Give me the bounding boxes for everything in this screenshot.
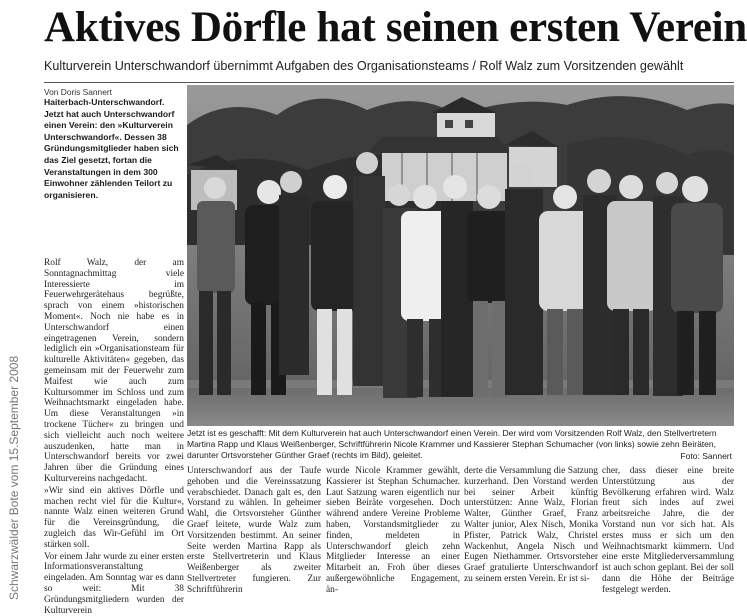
- group-photo: [187, 85, 734, 426]
- headline-divider: [44, 82, 734, 83]
- article-column-5: cher, dass dieser eine breite Unterstützung aus der Bevölkerung erfahren wird. Walz freut sich indes auf zwei arbeitsreiche Jahre, die der Vorstand nun vor sich hat. Als erstes muss er sich um den Weihnachtsmarkt kümmern. Und eine erste Mitgliederversammlung ist auch schon geplant. Bei der soll dann die Höhe der Beiträge festgelegt werden.: [602, 466, 734, 595]
- photo-caption-text: Jetzt ist es geschafft: Mit dem Kulturverein hat auch Unterschwandorf einen Verein. Der wird vom Vorsitzenden Rolf Walz, den Stellvertretern Martina Rapp und Klaus Weißenberger, Schriftführerin Nicole Krammer und Kassierer Stephan Schumacher (von links) sowie zehn Beiräten, darunter Ortsvorsteher Günther Graef (rechts im Bild), geleitet.: [187, 428, 717, 460]
- article-lead: Haiterbach-Unterschwandorf. Jetzt hat auch Unterschwandorf einen Verein: den »Kulturverein Unterschwandorf«. Dessen 38 Gründungsmitglieder haben sich das Ziel gesetzt, fortan die Veranstaltungen in dem 300 Einwohner zählenden Teilort zu organisieren.: [44, 97, 179, 200]
- article-paragraph: Rolf Walz, der am Sonntagnachmittag viele Interessierte im Feuerwehrgerätehaus begrüßte, sprach von einem »historischen Moment«. Noch nie habe es in Unterschwandorf einen eingetragenen Verein, sondern lediglich ein »Organisationsteam für kulturelle Aktivitäten« gegeben, das gemeinsam mit der Feuerwehr zum Maifest wie auch zum Kultursommer im Schloss und zum Weihnachtsmarkt eingeladen habe. Um diese Veranstaltungen »in trockene Tücher« zu bringen und sich vielleicht auch noch weitere auszudenken, hatte man in Unterschwandorf bereits vor zwei Jahren über die Gründung eines Kulturvereins nachgedacht.: [44, 258, 184, 484]
- article-column-1: [44, 258, 184, 616]
- article-headline: Aktives Dörfle hat seinen ersten Verein: [44, 4, 747, 51]
- article-column-4: derte die Versammlung die Satzung kurzerhand. Den Vorstand werden bei seiner Arbeit künftig unterstützen: Anne Walz, Florian Walter, Günther Graef, Franz Walter junior, Alex Nisch, Monika Pfister, Patrick Walz, Christel Wackenhut, Angela Nisch und Eugen Niethammer. Ortsvorsteher Graef gratulierte Unterschwandorf zu seinem ersten Verein. Er ist si-: [464, 466, 598, 584]
- photo-caption: [187, 428, 734, 462]
- article-column-3: wurde Nicole Krammer gewählt, Kassierer ist Stephan Schumacher. Laut Satzung waren eigentlich nur sieben Beiräte vorgesehen. Doch während andere Vereine Probleme haben, Vorstandsmitglieder zu finden, meldeten in Unterschwandorf gleich zehn Mitglieder Interesse an einer Mitarbeit an. Froh über dieses außergewöhnliche Engagement, än-: [326, 466, 460, 595]
- article-paragraph: Vor einem Jahr wurde zu einer ersten Informationsveranstaltung eingeladen. Am Sonntag war es dann so weit: Mit 38 Gründungsmitgliedern wurden der Kulturverein: [44, 551, 184, 616]
- article-byline: Von Doris Sannert: [44, 87, 112, 97]
- group-photo-image: [187, 85, 734, 426]
- article-paragraph: »Wir sind ein aktives Dörfle und machen recht viel für die Kultur«, nannte Walz einen weiteren Grund für die Vereinsgründung, die zugleich das Wir-Gefühl im Ort stärken soll.: [44, 485, 184, 550]
- article-column-2: Unterschwandorf aus der Taufe gehoben und die Vereinssatzung verabschiedet. Danach galt es, den Vorstand zu wählen. In geheimer Wahl, die Ortsvorsteher Günther Graef leitete, wurde Walz zum Vorsitzenden bestimmt. An seiner Seite werden Martina Rapp als erste Stellvertreterin und Klaus Weißenberger als zweiter Stellvertreter fungieren. Zur Schriftführerin: [187, 466, 321, 595]
- photo-credit: Foto: Sannert: [680, 451, 732, 462]
- newspaper-source-credit: Schwarzwälder Bote vom 15.September 2008: [7, 355, 21, 600]
- article-subheadline: Kulturverein Unterschwandorf übernimmt Aufgaben des Organisationsteams / Rolf Walz zum Vorsitzenden gewählt: [44, 59, 684, 73]
